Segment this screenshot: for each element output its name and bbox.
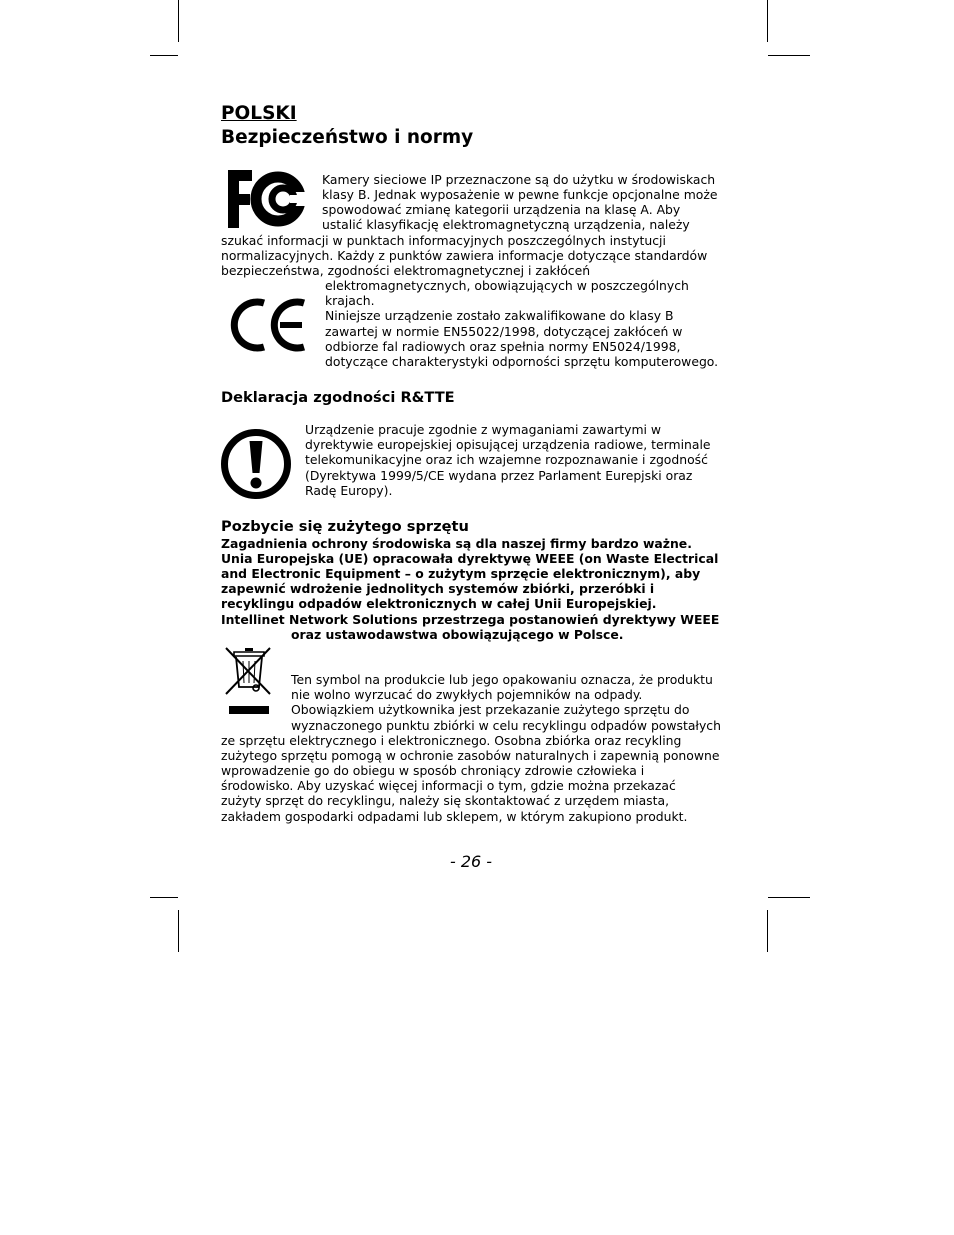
text-line: elektromagnetycznych, obowiązujących w poszczególnych <box>325 278 689 293</box>
weee-heading: Pozbycie się zużytego sprzętu <box>221 518 469 535</box>
text-line: nie wolno wyrzucać do zwykłych pojemników na odpady. <box>291 687 643 702</box>
text-line: ustalić klasyfikację elektromagnetyczną urządzenia, należy <box>322 217 690 232</box>
crop-mark <box>150 897 178 898</box>
crop-mark <box>178 910 179 952</box>
ce-mark-icon <box>226 296 310 354</box>
text-line: ze sprzętu elektrycznego i elektronicznego. Osobna zbiórka oraz recykling <box>221 733 682 748</box>
fcc-logo-icon <box>226 168 312 230</box>
text-line: klasy B. Jednak wyposażenie w pewne funkcje opcjonalne może <box>322 187 718 202</box>
text-line: zakładem gospodarki odpadami lub sklepem, w którym zakupiono produkt. <box>221 809 688 824</box>
text-line: krajach. <box>325 293 375 308</box>
text-line: (Dyrektywa 1999/5/CE wydana przez Parlament Eurepjski oraz <box>305 468 693 483</box>
text-line: Radę Europy). <box>305 483 393 498</box>
text-line: środowisko. Aby uzyskać więcej informacji o tym, gdzie można przekazać <box>221 778 676 793</box>
crop-mark <box>768 55 810 56</box>
text-line: Obowiązkiem użytkownika jest przekazanie zużytego sprzętu do <box>291 702 690 717</box>
text-line: szukać informacji w punktach informacyjnych poszczególnych instytucji <box>221 233 666 248</box>
text-line: zawartej w normie EN55022/1998, dotyczącej zakłóceń w <box>325 324 683 339</box>
text-line: Niniejsze urządzenie zostało zakwalifikowane do klasy B <box>325 308 674 323</box>
text-line: odbiorze fal radiowych oraz spełnia normy EN5024/1998, <box>325 339 681 354</box>
text-line: wyznaczonego punktu zbiórki w celu recyklingu odpadów powstałych <box>291 718 721 733</box>
page-title: Bezpieczeństwo i normy <box>221 127 474 148</box>
text-line: Unia Europejska (UE) opracowała dyrektywę WEEE (on Waste Electrical <box>221 551 719 566</box>
text-line: dotyczące charakterystyki odporności sprzętu komputerowego. <box>325 354 719 369</box>
crop-mark <box>767 910 768 952</box>
text-line: telekomunikacyjne oraz ich wzajemne rozpoznawanie i zgodność <box>305 452 708 467</box>
text-line: recyklingu odpadów elektronicznych w całej Unii Europejskiej. <box>221 596 657 611</box>
text-line: and Electronic Equipment – o zużytym sprzęcie elektronicznym), aby <box>221 566 701 581</box>
text-line: normalizacyjnych. Każdy z punktów zawiera informacje dotyczące standardów <box>221 248 708 263</box>
page-number: - 26 - <box>450 852 493 871</box>
exclamation-circle-icon <box>220 428 292 500</box>
text-line: Ten symbol na produkcie lub jego opakowaniu oznacza, że produktu <box>291 672 713 687</box>
text-line: Urządzenie pracuje zgodnie z wymaganiami zawartymi w <box>305 422 662 437</box>
crop-mark <box>768 897 810 898</box>
text-line: zapewnić wdrożenie jednolitych systemów zbiórki, przeróbki i <box>221 581 655 596</box>
text-line: spowodować zmianę kategorii urządzenia na klasę A. Aby <box>322 202 681 217</box>
crossed-out-bin-icon <box>224 646 274 716</box>
crop-mark <box>178 0 179 42</box>
language-heading: POLSKI <box>221 103 297 124</box>
text-line: Kamery sieciowe IP przeznaczone są do użytku w środowiskach <box>322 172 716 187</box>
text-line: bezpieczeństwa, zgodności elektromagnetycznej i zakłóceń <box>221 263 591 278</box>
text-line: dyrektywie europejskiej opisującej urządzenia radiowe, terminale <box>305 437 711 452</box>
text-line: oraz ustawodawstwa obowiązującego w Polsce. <box>291 627 624 642</box>
text-line: Intellinet Network Solutions przestrzega postanowień dyrektywy WEEE <box>221 612 720 627</box>
text-line: wprowadzenie go do obiegu w sposób chroniący zdrowie człowieka i <box>221 763 645 778</box>
text-line: Zagadnienia ochrony środowiska są dla naszej firmy bardzo ważne. <box>221 536 692 551</box>
rtte-heading: Deklaracja zgodności R&TTE <box>221 389 455 406</box>
crop-mark <box>767 0 768 42</box>
text-line: zużytego sprzętu pomogą w ochronie zasobów naturalnych i zapewnią ponowne <box>221 748 720 763</box>
text-line: zużyty sprzęt do recyklingu, należy się skontaktować z urzędem miasta, <box>221 793 670 808</box>
crop-mark <box>150 55 178 56</box>
